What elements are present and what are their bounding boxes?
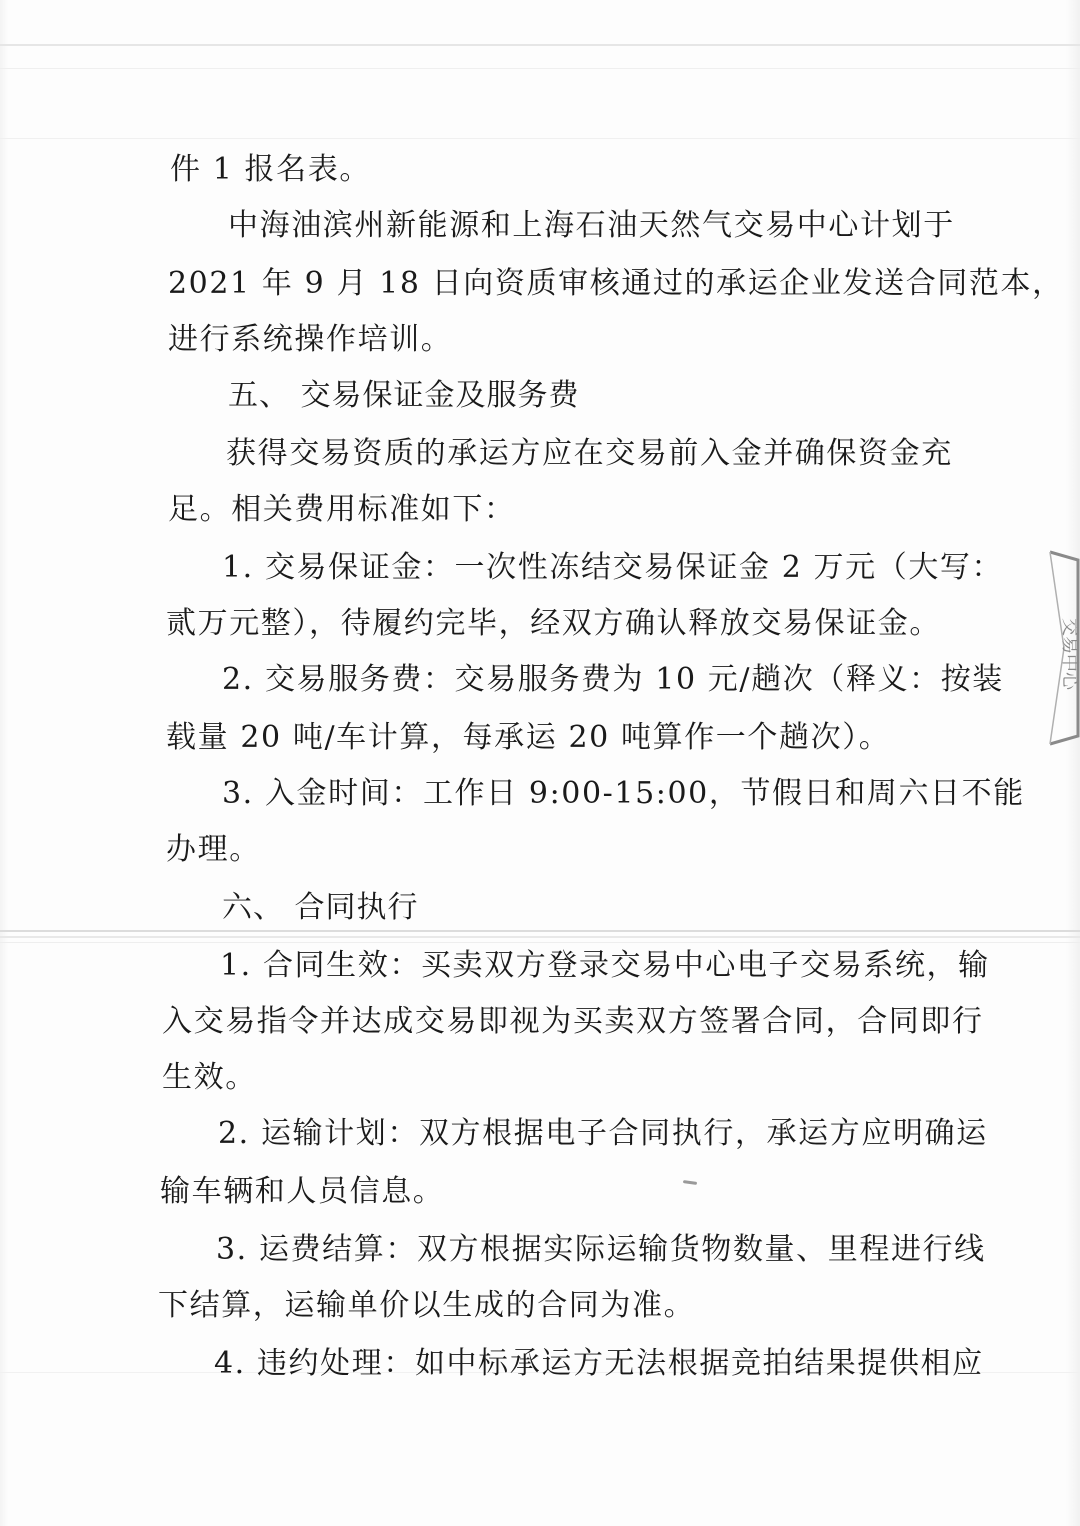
body-paragraph-line: 中海油滨州新能源和上海石油天然气交易中心计划于 — [228, 208, 955, 243]
body-paragraph-line: 2021 年 9 月 18 日向资质审核通过的承运企业发送合同范本， — [168, 266, 1064, 301]
body-paragraph-line: 获得交易资质的承运方应在交易前入金并确保资金充 — [226, 436, 953, 471]
list-item-line: 2. 运输计划：双方根据电子合同执行，承运方应明确运 — [218, 1116, 988, 1151]
scan-line-top-faint — [0, 68, 1080, 69]
scan-line-upper-faint — [0, 138, 1080, 139]
list-item-line: 输车辆和人员信息。 — [160, 1174, 445, 1209]
svg-text:交易中心: 交易中心 — [1059, 618, 1080, 690]
body-paragraph-line: 进行系统操作培训。 — [168, 322, 453, 357]
list-item-line: 4. 违约处理：如中标承运方无法根据竞拍结果提供相应 — [214, 1346, 984, 1381]
section-heading-five: 五、 交易保证金及服务费 — [228, 378, 580, 413]
section-heading-six: 六、 合同执行 — [222, 890, 419, 925]
list-item-line: 载量 20 吨/车计算，每承运 20 吨算作一个趟次）。 — [166, 720, 891, 755]
scan-speck — [683, 1180, 697, 1185]
list-item-line: 下结算，运输单价以生成的合同为准。 — [158, 1288, 696, 1323]
list-item-line: 生效。 — [162, 1060, 257, 1095]
list-item-line: 1. 交易保证金：一次性冻结交易保证金 2 万元（大写： — [222, 550, 1004, 585]
body-paragraph-line: 足。相关费用标准如下： — [168, 492, 516, 527]
list-item-line: 3. 运费结算：双方根据实际运输货物数量、里程进行线 — [216, 1232, 986, 1267]
partial-seal-stamp — [1020, 548, 1080, 748]
list-item-line: 1. 合同生效：买卖双方登录交易中心电子交易系统，输 — [220, 948, 990, 983]
scan-line-middle-2 — [0, 936, 1080, 938]
scan-line-middle-3 — [0, 942, 1080, 943]
list-item-line: 贰万元整），待履约完毕，经双方确认释放交易保证金。 — [166, 606, 941, 641]
scan-left-edge — [0, 0, 8, 1526]
list-item-line: 入交易指令并达成交易即视为买卖双方签署合同，合同即行 — [162, 1004, 984, 1039]
scan-right-edge — [1066, 0, 1080, 1526]
scan-line-top — [0, 44, 1080, 46]
list-item-line: 2. 交易服务费：交易服务费为 10 元/趟次（释义：按装 — [222, 662, 1004, 697]
body-line-continuation: 件 1 报名表。 — [170, 152, 371, 187]
list-item-line: 3. 入金时间：工作日 9:00-15:00，节假日和周六日不能 — [222, 776, 1025, 811]
scan-line-middle — [0, 930, 1080, 932]
list-item-line: 办理。 — [166, 832, 261, 867]
